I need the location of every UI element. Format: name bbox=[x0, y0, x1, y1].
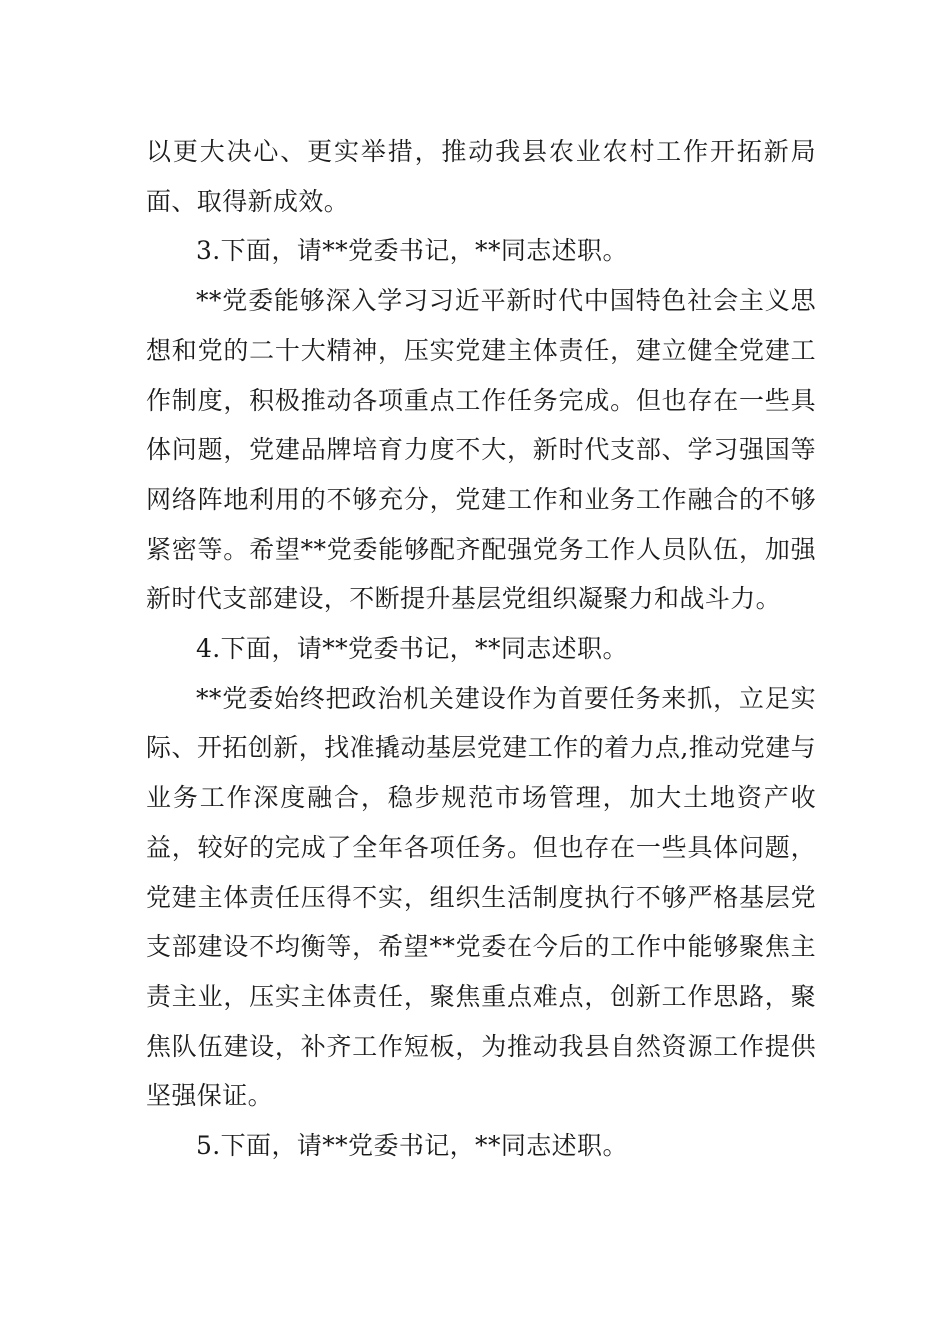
paragraph-item-3-body: **党委能够深入学习习近平新时代中国特色社会主义思想和党的二十大精神，压实党建主体责任，建立健全党建工作制度，积极推动各项重点工作任务完成。但也存在一些具体问题，党建品牌培育力度不大，新时代支部、学习强国等网络阵地利用的不够充分，党建工作和业务工作融合的不够紧密等。希望**党委能够配齐配强党务工作人员队伍，加强新时代支部建设，不断提升基层党组织凝聚力和战斗力。 bbox=[146, 286, 816, 614]
paragraph-item-4-heading: 4.下面，请**党委书记，**同志述职。 bbox=[196, 634, 628, 664]
document-body bbox=[146, 127, 816, 1171]
paragraph-item-3-heading: 3.下面，请**党委书记，**同志述职。 bbox=[196, 236, 628, 266]
paragraph-item-5-heading: 5.下面，请**党委书记，**同志述职。 bbox=[196, 1131, 628, 1161]
paragraph-continuation: 以更大决心、更实举措，推动我县农业农村工作开拓新局面、取得新成效。 bbox=[146, 137, 816, 216]
paragraph-item-4-body: **党委始终把政治机关建设作为首要任务来抓，立足实际、开拓创新，找准撬动基层党建工作的着力点,推动党建与业务工作深度融合，稳步规范市场管理，加大土地资产收益，较好的完成了全年各项任务。但也存在一些具体问题，党建主体责任压得不实，组织生活制度执行不够严格基层党支部建设不均衡等，希望**党委在今后的工作中能够聚焦主责主业，压实主体责任，聚焦重点难点，创新工作思路，聚焦队伍建设，补齐工作短板，为推动我县自然资源工作提供坚强保证。 bbox=[146, 683, 816, 1111]
